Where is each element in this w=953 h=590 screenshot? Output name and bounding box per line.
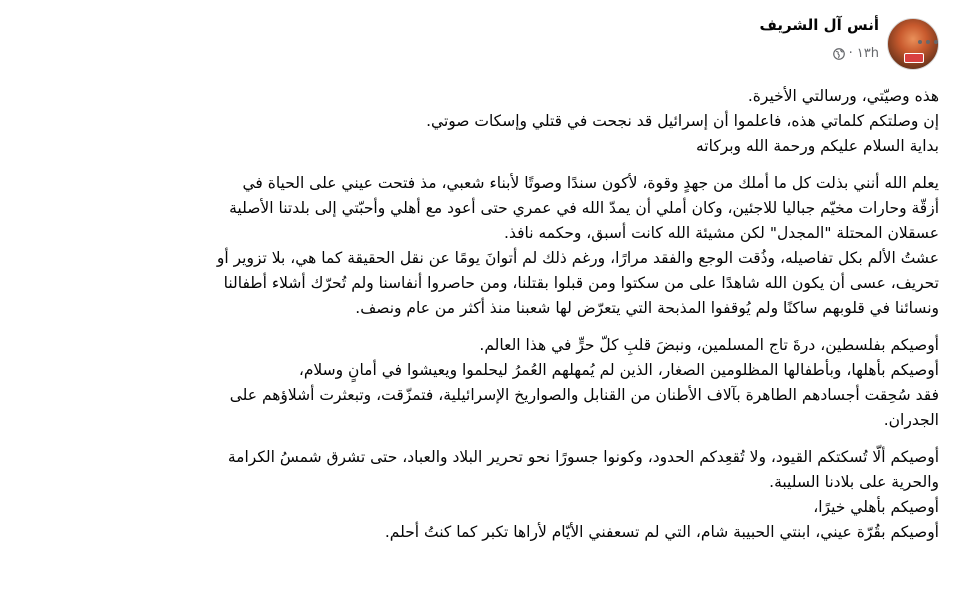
post-meta xyxy=(833,46,879,61)
more-options-button[interactable] xyxy=(910,30,946,54)
text-line: يعلم الله أنني بذلت كل ما أملك من جهدٍ وقوة، لأكون سندًا وصوتًا لأبناء شعبي، مذ فتحت عيني على الحياة في xyxy=(242,174,939,192)
text-line: هذه وصيّتي، ورسالتي الأخيرة. xyxy=(747,87,939,105)
post-body xyxy=(14,84,939,557)
text-line: أوصيكم بأهلها، وبأطفالها المظلومين الصغار، الذين لم يُمهلهم العُمرُ ليحلموا ويعيشوا في أمانٍ وسلام، xyxy=(298,361,939,379)
text-line: أوصيكم ألّا تُسكتكم القيود، ولا تُقعِدكم الحدود، وكونوا جسورًا نحو تحرير البلاد والعباد، حتى تشرق شمسُ الكرامة xyxy=(227,448,939,466)
paragraph-3 xyxy=(14,333,939,433)
text-line: فقد سُحِقت أجسادهم الطاهرة بآلاف الأطنان من القنابل والصواريخ الإسرائيلية، فتمزّقت، وتبعثرت أشلاؤهم على xyxy=(229,386,939,404)
text-line: إن وصلتكم كلماتي هذه، فاعلموا أن إسرائيل قد نجحت في قتلي وإسكات صوتي. xyxy=(426,112,939,130)
text-line: أوصيكم بفلسطين، درةَ تاج المسلمين، ونبضَ قلبِ كلّ حرٍّ في هذا العالم. xyxy=(479,336,939,354)
meta-separator: · xyxy=(848,46,853,61)
text-line: تحريف، عسى أن يكون الله شاهدًا على من سكتوا ومن قبلوا بقتلنا، ومن حاصروا أنفاسنا ولم تُحرّك أشلاء أطفالنا xyxy=(223,274,939,292)
text-line: عشتُ الألم بكل تفاصيله، وذُقت الوجع والفقد مرارًا، ورغم ذلك لم أتوانَ يومًا عن نقل الحقيقة كما هي، بلا تزوير أو xyxy=(216,249,939,267)
avatar-badge xyxy=(904,53,924,63)
paragraph-2 xyxy=(14,171,939,321)
paragraph-1 xyxy=(14,84,939,159)
text-line: والحرية على بلادنا السليبة. xyxy=(769,473,939,491)
text-line: ونسائنا في قلوبهم ساكنًا ولم يُوقفوا المذبحة التي يتعرّض لها شعبنا منذ أكثر من عام ونصف. xyxy=(355,299,939,317)
globe-icon xyxy=(833,48,845,60)
more-dot xyxy=(926,40,930,44)
post-time[interactable]: ١٣h xyxy=(856,46,879,61)
more-dot xyxy=(934,40,938,44)
text-line: عسقلان المحتلة "المجدل" لكن مشيئة الله كانت أسبق، وحكمه نافذ. xyxy=(504,224,939,242)
text-line: الجدران. xyxy=(883,411,939,429)
paragraph-4 xyxy=(14,445,939,545)
text-line: أوصيكم بقُرّة عيني، ابنتي الحبيبة شام، التي لم تسعفني الأيّام لأراها تكبر كما كنتُ أحلم. xyxy=(384,523,939,541)
text-line: أوصيكم بأهلي خيرًا، xyxy=(813,498,939,516)
text-line: بداية السلام عليكم ورحمة الله وبركاته xyxy=(695,137,939,155)
text-line: أزقّة وحارات مخيّم جباليا للاجئين، وكان أملي أن يمدّ الله في عمري حتى أعود مع أهلي وأحبّتي إلى بلدتنا الأصلية xyxy=(229,199,939,217)
more-options-icon xyxy=(918,40,922,44)
author-name[interactable]: أنس آل الشريف xyxy=(759,16,879,34)
